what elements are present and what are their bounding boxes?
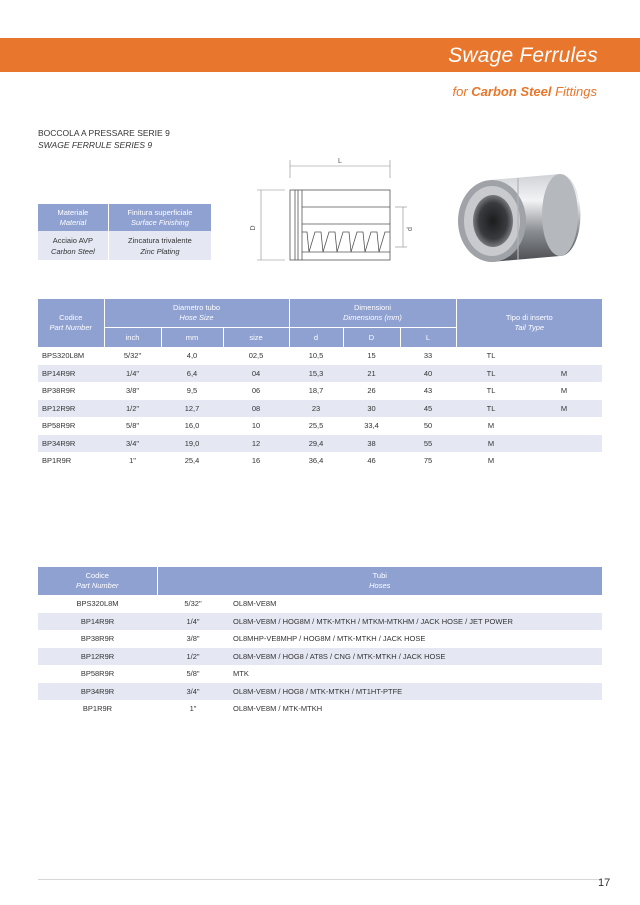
part-number-header <box>38 299 104 347</box>
finishing-header <box>108 204 211 231</box>
col-mm: mm <box>161 328 223 348</box>
L-cell: 55 <box>400 435 456 453</box>
tail-m-cell <box>526 417 602 435</box>
material-table <box>38 204 211 260</box>
col-inch: inch <box>104 328 161 348</box>
L-cell: 33 <box>423 351 433 361</box>
hoses-header-it: Tubi <box>372 571 387 580</box>
hose-part-number-cell: BP12R9R <box>38 648 157 666</box>
L-cell: 43 <box>423 386 433 396</box>
table-row <box>38 382 602 400</box>
size-cell: 12 <box>223 435 289 453</box>
dim-label-d: d <box>407 227 414 231</box>
col-size: size <box>223 328 289 348</box>
series-title-it: BOCCOLA A PRESSARE SERIE 9 <box>38 128 170 138</box>
hose-size-header-en: Hose Size <box>179 313 214 322</box>
dim-label-L: L <box>338 158 342 165</box>
table-row <box>38 648 602 666</box>
ferrule-technical-drawing <box>245 152 420 267</box>
d-cell: 18,7 <box>308 386 324 396</box>
finishing-cell <box>108 231 211 260</box>
page-number: 17 <box>598 877 611 889</box>
material-cell <box>38 231 108 260</box>
subtitle-suffix: Fittings <box>555 84 597 99</box>
hose-types-cell: MTK <box>233 669 249 679</box>
size-cell: 06 <box>251 386 261 396</box>
part-number-cell: BP14R9R <box>38 365 104 383</box>
inch-cell: 3/4" <box>104 435 161 453</box>
table-row <box>38 700 602 718</box>
hose-types-cell: OL8M-VE8M / HOG8M / MTK-MTKH / MTKM-MTKHM / JACK HOSE / JET POWER <box>229 613 602 631</box>
tail-type-header <box>456 299 602 347</box>
table-row <box>38 347 602 365</box>
material-header-it: Materiale <box>57 207 89 217</box>
mm-cell: 19,0 <box>161 435 223 453</box>
table-row <box>38 435 602 453</box>
tail-m-cell <box>526 435 602 453</box>
tail-m-cell: M <box>526 365 602 383</box>
hose-size-cell: 1/4" <box>157 613 229 631</box>
hose-part-number-cell: BP1R9R <box>82 704 113 714</box>
d-cell: 10,5 <box>308 351 324 361</box>
L-cell: 75 <box>423 456 433 466</box>
hoses-header <box>157 567 602 595</box>
part-number-header-en: Part Number <box>49 323 92 332</box>
footer-divider <box>38 879 602 880</box>
hose-part-number-header <box>38 567 157 595</box>
col-D: D <box>343 328 400 348</box>
hose-part-number-cell: BP14R9R <box>38 613 157 631</box>
L-cell: 40 <box>400 365 456 383</box>
part-number-cell: BP38R9R <box>42 386 76 396</box>
material-value-it: Acciaio AVP <box>52 235 94 245</box>
D-cell: 30 <box>343 400 400 418</box>
finishing-header-en: Surface Finishing <box>130 217 189 227</box>
size-cell: 02,5 <box>248 351 264 361</box>
hose-size-cell: 1" <box>189 704 197 714</box>
material-row <box>38 231 211 260</box>
table-row <box>38 452 602 470</box>
D-cell: 15 <box>367 351 376 361</box>
table-row <box>38 630 602 648</box>
hoses-header-en: Hoses <box>369 581 391 590</box>
d-cell: 29,4 <box>289 435 343 453</box>
tail-tl-cell: TL <box>456 400 526 418</box>
hose-part-number-cell: BP34R9R <box>38 683 157 701</box>
L-cell: 45 <box>400 400 456 418</box>
part-number-cell: BP1R9R <box>42 456 72 466</box>
table-row <box>38 613 602 631</box>
mm-cell: 12,7 <box>161 400 223 418</box>
dimensions-table <box>38 299 602 470</box>
D-cell: 21 <box>343 365 400 383</box>
D-cell: 33,4 <box>364 421 379 431</box>
hose-table <box>38 567 602 718</box>
ferrule-photo <box>452 170 582 266</box>
part-number-cell: BP12R9R <box>38 400 104 418</box>
mm-cell: 6,4 <box>161 365 223 383</box>
mm-cell: 16,0 <box>184 421 200 431</box>
material-header <box>38 204 108 231</box>
tail-m-cell <box>526 347 602 365</box>
L-cell: 50 <box>423 421 433 431</box>
tail-tl-cell: M <box>456 435 526 453</box>
title-banner <box>0 38 640 72</box>
mm-cell: 25,4 <box>184 456 200 466</box>
series-title-en: SWAGE FERRULE SERIES 9 <box>38 140 153 150</box>
hose-size-cell: 1/2" <box>157 648 229 666</box>
tail-m-cell: M <box>560 386 568 396</box>
hose-size-header <box>104 299 289 328</box>
hose-size-cell: 3/8" <box>186 634 200 644</box>
hose-types-cell: OL8M-VE8M / MTK-MTKH <box>233 704 323 714</box>
hose-types-cell: OL8MHP-VE8MHP / HOG8M / MTK-MTKH / JACK HOSE <box>233 634 426 644</box>
size-cell: 16 <box>251 456 261 466</box>
part-number-cell: BP34R9R <box>38 435 104 453</box>
dimensions-header <box>289 299 456 328</box>
tail-m-cell: M <box>526 400 602 418</box>
inch-cell: 1" <box>129 456 136 466</box>
inch-cell: 3/8" <box>125 386 140 396</box>
finishing-value-en: Zinc Plating <box>140 246 180 256</box>
inch-cell: 5/32" <box>123 351 142 361</box>
table-row <box>38 400 602 418</box>
material-header-en: Material <box>59 217 87 227</box>
tail-tl-cell: TL <box>486 386 496 396</box>
subtitle-bold: Carbon Steel <box>471 84 552 99</box>
tail-tl-cell: M <box>487 421 495 431</box>
hose-size-cell: 3/4" <box>157 683 229 701</box>
hose-types-cell: OL8M-VE8M <box>233 599 277 609</box>
table-row <box>38 683 602 701</box>
size-cell: 08 <box>223 400 289 418</box>
d-cell: 36,4 <box>308 456 324 466</box>
part-number-cell: BPS320L8M <box>42 351 85 361</box>
part-number-cell: BP58R9R <box>42 421 76 431</box>
hose-size-cell: 5/8" <box>186 669 200 679</box>
table-row <box>38 595 602 613</box>
tail-type-header-en: Tail Type <box>514 323 545 332</box>
dimensions-header-en: Dimensions (mm) <box>343 313 402 322</box>
tail-tl-cell: TL <box>486 351 496 361</box>
hose-types-cell: OL8M-VE8M / HOG8 / MTK-MTKH / MT1HT-PTFE <box>229 683 602 701</box>
part-number-header-it: Codice <box>59 313 83 322</box>
tail-tl-cell: M <box>487 456 495 466</box>
page-title: Swage Ferrules <box>448 44 598 67</box>
inch-cell: 1/2" <box>104 400 161 418</box>
d-cell: 25,5 <box>308 421 324 431</box>
col-L: L <box>400 328 456 348</box>
table-row <box>38 665 602 683</box>
hose-part-number-header-en: Part Number <box>75 581 119 590</box>
dimensions-header-it: Dimensioni <box>353 303 392 312</box>
hose-part-number-cell: BPS320L8M <box>76 599 119 609</box>
finishing-header-it: Finitura superficiale <box>127 207 193 217</box>
D-cell: 46 <box>367 456 376 466</box>
d-cell: 23 <box>289 400 343 418</box>
tail-type-header-it: Tipo di inserto <box>505 313 553 322</box>
hose-size-header-it: Diametro tubo <box>172 303 221 312</box>
hose-types-cell: OL8M-VE8M / HOG8 / AT8S / CNG / MTK-MTKH / JACK HOSE <box>229 648 602 666</box>
size-cell: 04 <box>223 365 289 383</box>
material-value-en: Carbon Steel <box>51 246 95 256</box>
tail-m-cell <box>526 452 602 470</box>
table-row <box>38 365 602 383</box>
tail-tl-cell: TL <box>456 365 526 383</box>
inch-cell: 5/8" <box>125 421 140 431</box>
table-row <box>38 417 602 435</box>
finishing-value-it: Zincatura trivalente <box>128 235 192 245</box>
hose-size-cell: 5/32" <box>184 599 202 609</box>
mm-cell: 9,5 <box>186 386 198 396</box>
hose-part-number-cell: BP38R9R <box>80 634 115 644</box>
d-cell: 15,3 <box>289 365 343 383</box>
D-cell: 38 <box>343 435 400 453</box>
subtitle-prefix: for <box>452 84 468 99</box>
page-subtitle <box>452 84 597 99</box>
col-d: d <box>289 328 343 348</box>
hose-part-number-cell: BP58R9R <box>80 669 115 679</box>
mm-cell: 4,0 <box>186 351 198 361</box>
dim-label-D: D <box>250 225 257 231</box>
hose-part-number-header-it: Codice <box>85 571 109 580</box>
inch-cell: 1/4" <box>104 365 161 383</box>
size-cell: 10 <box>251 421 261 431</box>
D-cell: 26 <box>367 386 376 396</box>
